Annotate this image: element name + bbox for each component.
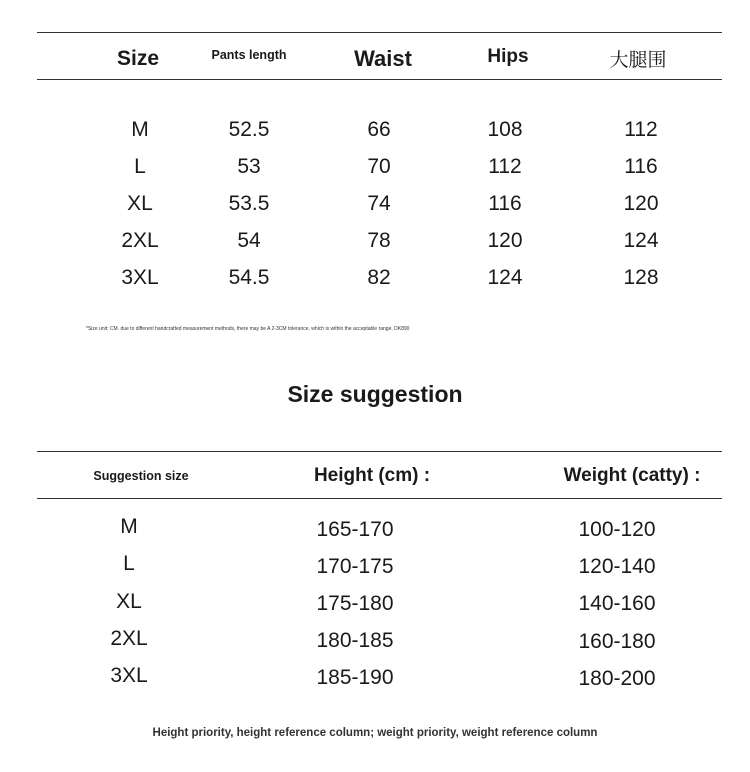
suggestion-cell: 165-170 — [316, 518, 394, 541]
size-header-waist: Waist — [354, 46, 412, 71]
size-cell: 112 — [488, 155, 522, 178]
size-cell: 78 — [367, 229, 391, 252]
suggestion-title: Size suggestion — [287, 381, 463, 407]
suggestion-cell: M — [120, 515, 138, 538]
size-cell: 54.5 — [228, 266, 270, 289]
size-cell: 120 — [487, 229, 523, 252]
size-table-header-rule — [37, 79, 722, 80]
suggestion-cell: 2XL — [110, 627, 148, 650]
size-cell: 108 — [487, 118, 523, 141]
suggestion-cell: XL — [116, 590, 142, 613]
suggestion-cell: 180-185 — [316, 629, 394, 652]
size-cell: XL — [127, 192, 153, 215]
size-cell: M — [131, 118, 149, 141]
size-cell: 116 — [624, 155, 658, 178]
size-cell: 74 — [367, 192, 391, 215]
size-unit-note: *Size unit: CM. due to different handcrafted measurement methods, there may be A 2-3CM tolerance, which is within the acceptable range. DK890 — [86, 326, 410, 332]
suggestion-cell: 175-180 — [316, 592, 394, 615]
size-header-thigh: 大腿围 — [609, 50, 667, 71]
size-cell: 116 — [488, 192, 522, 215]
size-cell: 53.5 — [228, 192, 270, 215]
size-cell: 3XL — [121, 266, 159, 289]
suggestion-cell: 140-160 — [578, 592, 656, 615]
suggestion-cell: 100-120 — [578, 518, 656, 541]
size-table-top-rule — [37, 32, 722, 33]
suggestion-cell: 160-180 — [578, 630, 656, 653]
size-cell: 128 — [623, 266, 659, 289]
size-cell: 70 — [367, 155, 391, 178]
size-header-hips: Hips — [487, 46, 529, 67]
suggestion-cell: 120-140 — [578, 555, 656, 578]
size-cell: 54 — [237, 229, 261, 252]
size-cell: 82 — [367, 266, 391, 289]
suggestion-header-rule — [37, 498, 722, 499]
size-cell: 2XL — [121, 229, 159, 252]
suggestion-header-weight: Weight (catty) : — [563, 465, 701, 486]
size-cell: 124 — [623, 229, 659, 252]
size-cell: 53 — [237, 155, 261, 178]
suggestion-cell: 180-200 — [578, 667, 656, 690]
suggestion-header-size: Suggestion size — [93, 469, 189, 483]
size-header-size: Size — [116, 47, 160, 70]
suggestion-header-height: Height (cm) : — [313, 465, 431, 486]
size-cell: 124 — [487, 266, 523, 289]
size-cell: 112 — [624, 118, 658, 141]
suggestion-cell: 185-190 — [316, 666, 394, 689]
size-cell: 52.5 — [228, 118, 270, 141]
suggestion-top-rule — [37, 451, 722, 452]
size-header-pants-length: Pants length — [211, 48, 287, 62]
suggestion-footer-note: Height priority, height reference column; weight priority, weight reference column — [152, 727, 598, 739]
suggestion-cell: L — [123, 552, 135, 575]
size-cell: 66 — [367, 118, 391, 141]
size-cell: 120 — [623, 192, 659, 215]
suggestion-cell: 3XL — [110, 664, 148, 687]
size-cell: L — [134, 155, 146, 178]
suggestion-cell: 170-175 — [316, 555, 394, 578]
